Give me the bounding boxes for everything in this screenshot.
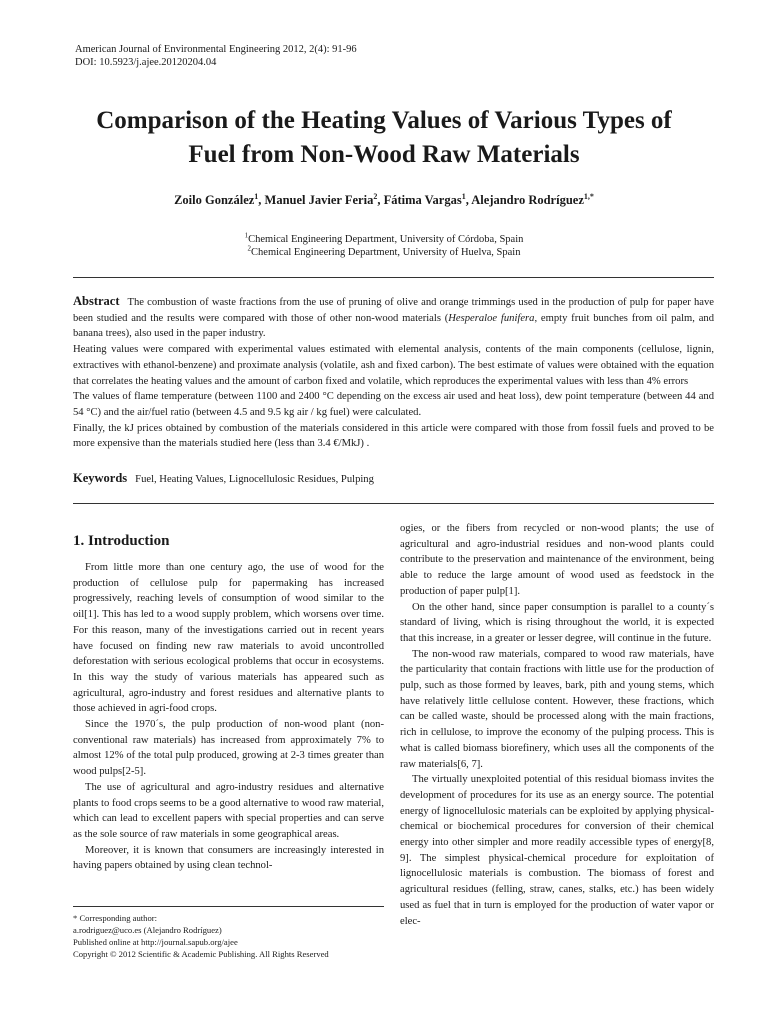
author-name: Zoilo González (174, 193, 255, 207)
title-line-1: Comparison of the Heating Values of Various Types of (96, 107, 672, 134)
abstract-text: The combustion of waste fractions from the use of pruning of olive and orange trimmings used in the production of pulp for paper have been studied and the results were compared with those of other non-wood materials ( (73, 297, 714, 324)
affiliation (40, 246, 728, 259)
title-line-2: Fuel from Non-Wood Raw Materials (188, 141, 580, 168)
doi: DOI: 10.5923/j.ajee.20120204.04 (75, 57, 217, 68)
body-paragraph: The use of agricultural and agro-industry residues and alternative plants to food crops seems to be a good alternative to wood raw material, which can lead to excellent papers with special properties and can serve as the sole source of raw materials in some geographical areas. (73, 781, 384, 840)
author-name: Manuel Javier Feria (264, 193, 374, 207)
footnote-line: Published online at http://journal.sapub.org/ajee (73, 937, 238, 947)
footnote-email: a.rodriguez@uco.es (Alejandro Rodríguez) (73, 925, 222, 935)
keywords (73, 470, 714, 488)
abstract-label: Abstract (73, 294, 120, 308)
footnote-divider (73, 906, 384, 907)
abstract-paragraph (73, 294, 714, 342)
affiliation-text: Chemical Engineering Department, University of Huelva, Spain (251, 247, 521, 258)
copyright-line: Copyright © 2012 Scientific & Academic Publishing. All Rights Reserved (73, 949, 329, 959)
abstract-paragraph: The values of flame temperature (between 1100 and 2400 °C depending on the excess air used and heat loss), dew point temperature (between 44 and 54 °C) and the air/fuel ratio (between 4.5 and 9.5 kg air / kg fuel) were calculated. (73, 391, 714, 418)
body-paragraph: Since the 1970´s, the pulp production of non-wood plant (non-conventional raw materials) has increased from approximately 7% to almost 12% of the total pulp produced, growing at 2-3 times greater than wood pulps[2-5]. (73, 719, 384, 778)
journal-citation: American Journal of Environmental Engineering 2012, 2(4): 91-96 (75, 44, 357, 55)
affiliation-mark: 1 (244, 231, 249, 240)
abstract-text: , empty fruit bunches from oil palm, and banana trees), also used in the paper industry. (73, 312, 715, 340)
body-paragraph: On the other hand, since paper consumption is parallel to a county´s standard of living, which is rising throughout the world, it is expected that this increase, in a greater or lesser degree, will continue in the future. (400, 601, 714, 644)
author-affiliation-mark: 1 (254, 191, 259, 201)
keywords-label: Keywords (73, 471, 128, 485)
author-name: Fátima Vargas (383, 193, 462, 207)
body-paragraph: ogies, or the fibers from recycled or non-wood plants; the use of agricultural and agro-industrial residues and non-wood plants could contribute to the preservation and maintenance of the environment, being able to reduce the large amount of wood used as feedstock in the production of paper pulp[1]. (400, 523, 714, 597)
author-affiliation-mark: 1 (461, 191, 466, 201)
body-paragraph: Moreover, it is known that consumers are increasingly interested in having papers obtained by using clean technol- (73, 844, 384, 872)
abstract (73, 294, 714, 452)
affiliation-text: Chemical Engineering Department, University of Córdoba, Spain (248, 234, 524, 245)
keywords-text: Fuel, Heating Values, Lignocellulosic Residues, Pulping (135, 474, 374, 485)
author-affiliation-mark: 1,* (583, 191, 594, 201)
left-column (73, 560, 384, 874)
affiliation-mark: 2 (247, 244, 252, 253)
footnotes (73, 912, 393, 960)
affiliation (40, 233, 728, 246)
paper-title (40, 104, 728, 172)
species-name: Hesperaloe funifera (448, 312, 535, 324)
abstract-paragraph: Heating values were compared with experimental values estimated with elemental analysis, contents of the main components (cellulose, lignin, extractives with ethanol-benzene) and proximate analysis (volatile, ash and fixed carbon). The best estimate of values were obtained with the equation that correlates the heating values and the amount of carbon fixed and volatile, which reproduces the experimental values with less than 4% errors (73, 344, 714, 387)
divider (73, 277, 714, 278)
divider (73, 503, 714, 504)
abstract-paragraph: Finally, the kJ prices obtained by combustion of the materials considered in this article were compared with those from fossil fuels and proved to be more expensive than the materials studied here (less than 3.4 €/MkJ) . (73, 422, 714, 450)
author-list: Zoilo González$^1$, Manuel Javier Feria$^2$, Fátima Vargas$^1$, Alejandro Rodríguez$^{1,*}$ (174, 191, 594, 207)
body-paragraph: The virtually unexploited potential of this residual biomass invites the development of procedures for its use as an energy source. The potential energy of lignocellulosic materials can be exploited by applying physical-chemical or biochemical procedures for conversion of their chemical energy into other simpler and more readily accessible types of energy[8, 9]. The simplest physical-chemical procedure for exploitation of lignocellulosic materials is combustion. The biomass of forest and agricultural residues (felling, straw, canes, stalks, etc.) has been widely used as fuel that in turn is employed for the production of water vapor or elec- (400, 774, 714, 927)
right-column (400, 521, 714, 929)
author-name: Alejandro Rodríguez (471, 193, 584, 207)
footnote-line: * Corresponding author: (73, 913, 158, 923)
section-heading: 1. Introduction (73, 533, 170, 549)
body-paragraph: From little more than one century ago, the use of wood for the production of cellulose pulp for papermaking has increased progressively, reaching levels of consumption of wood similar to the oil[1]. This has led to a wood supply problem, which worsens over time. For this reason, many of the investigations carried out in recent years have focused on finding new raw materials to avoid uncontrolled deforestation with serious ecological problems that occur in ecosystems. In this way the study of various materials has appeared such as agricultural, agro-industry and forest residues and alternative plants to those achieved in agri-food crops. (73, 562, 384, 715)
author-affiliation-mark: 2 (373, 191, 378, 201)
body-paragraph: The non-wood raw materials, compared to wood raw materials, have the particularity that contain fractions with little use for the production of pulp, such as those formed by leaves, bark, pith and young stems, which have relatively little cellulose content. However, these fractions, which can be called waste, should be processed along with the main fractions, rich in cellulose, to improve the economy of the pulping process. This is what is called biomass biorefinery, which uses all the components of the raw materials[6, 7]. (400, 648, 714, 770)
affiliations (40, 233, 728, 259)
